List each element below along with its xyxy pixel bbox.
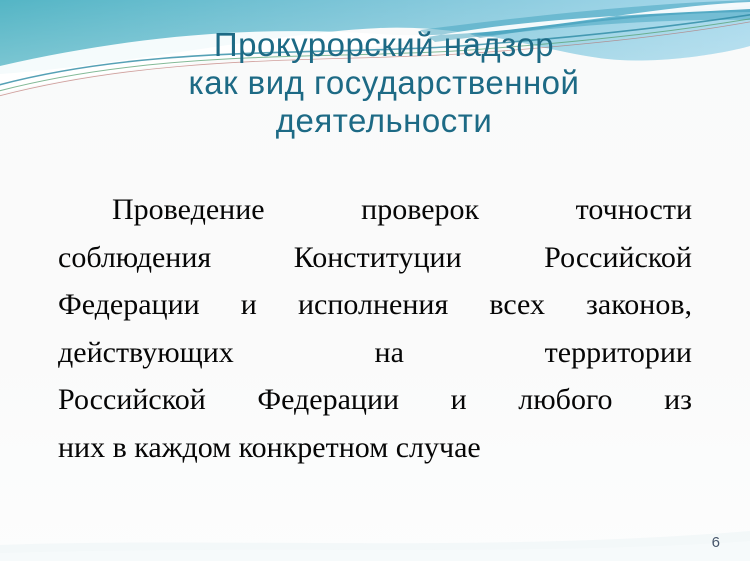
page-number: 6 bbox=[711, 534, 720, 551]
footer-wave-decoration-icon bbox=[0, 517, 750, 561]
body-line: соблюдения Конституции Российской bbox=[58, 240, 692, 274]
body-line: Проведение проверок точности bbox=[112, 193, 692, 226]
body-line: действующих на территории bbox=[58, 335, 692, 369]
body-paragraph bbox=[58, 186, 692, 471]
slide-title-line-3: деятельности bbox=[275, 102, 493, 139]
body-line: Федерации и исполнения всех законов, bbox=[58, 288, 692, 321]
slide-title-line-2: как вид государственной bbox=[188, 64, 580, 101]
slide-title bbox=[0, 26, 750, 140]
body-line: Российской Федерации и любого из bbox=[58, 383, 692, 416]
slide-title-line-1: Прокурорский надзор bbox=[213, 26, 555, 63]
body-line: них в каждом конкретном случае bbox=[58, 430, 481, 464]
